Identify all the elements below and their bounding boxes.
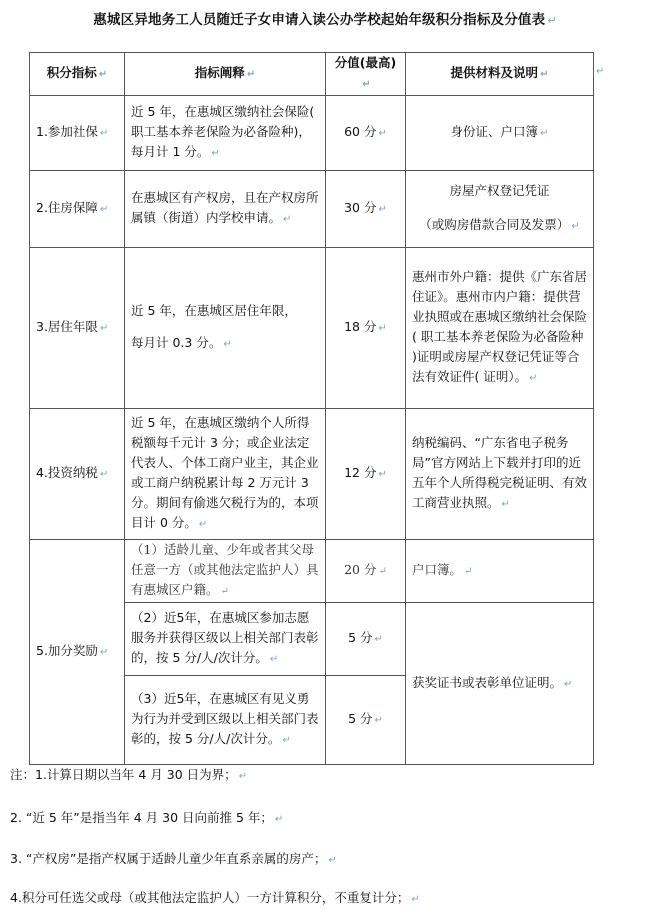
paragraph-mark-icon: ↵ xyxy=(99,323,109,334)
explanation-line: 近 5 年，在惠城区居住年限， xyxy=(131,303,297,318)
table-row xyxy=(30,248,594,409)
materials-cell: 户口簿。 ↵ xyxy=(406,540,594,603)
materials-cell: 获奖证书或表彰单位证明。 ↵ xyxy=(406,603,594,765)
header-cell: 分值(最高)↵ xyxy=(326,53,406,96)
materials-cell: 身份证、户口簿 ↵ xyxy=(406,96,594,171)
note-line: 注：1.计算日期以当年 4 月 30 日为界； ↵ xyxy=(10,767,248,782)
note-line: 2. “近 5 年”是指当年 4 月 30 日向前推 5 年； ↵ xyxy=(10,810,284,825)
materials-line: （或购房借款合同及发票） xyxy=(419,217,570,232)
indicator-cell: 2.住房保障 ↵ xyxy=(30,171,125,248)
paragraph-mark-icon: ↵ xyxy=(374,634,383,645)
header-cell: 指标阐释 ↵ xyxy=(125,53,326,96)
header-cell: 提供材料及说明 ↵ xyxy=(406,53,594,96)
paragraph-mark-icon: ↵ xyxy=(99,469,109,480)
paragraph-mark-icon: ↵ xyxy=(98,69,108,80)
paragraph-mark-icon: ↵ xyxy=(374,715,383,726)
score-cell: 20 分 ↵ xyxy=(326,540,406,603)
materials-cell xyxy=(406,171,594,248)
paragraph-mark-icon: ↵ xyxy=(540,128,549,139)
table-row xyxy=(30,540,594,603)
paragraph-mark-icon: ↵ xyxy=(571,221,580,232)
paragraph-mark-icon: ↵ xyxy=(99,128,109,139)
paragraph-mark-icon: ↵ xyxy=(211,148,220,159)
paragraph-mark-icon: ↵ xyxy=(464,566,473,577)
paragraph-mark-icon: ↵ xyxy=(378,469,387,480)
paragraph-mark-icon: ↵ xyxy=(99,647,109,658)
paragraph-mark-icon: ↵ xyxy=(238,771,248,782)
paragraph-mark-icon: ↵ xyxy=(378,323,387,334)
paragraph-mark-icon: ↵ xyxy=(411,894,420,905)
paragraph-mark-icon: ↵ xyxy=(564,678,573,690)
table-row xyxy=(30,96,594,171)
note-line: 3. “产权房”是指产权属于适龄儿童少年直系亲属的房产； ↵ xyxy=(10,851,337,866)
paragraph-mark-icon: ↵ xyxy=(328,855,337,866)
paragraph-mark-icon: ↵ xyxy=(378,566,387,577)
score-cell: 60 分 ↵ xyxy=(326,96,406,171)
score-cell: 5 分 ↵ xyxy=(326,676,406,765)
table-row xyxy=(30,409,594,540)
paragraph-mark-icon: ↵ xyxy=(378,128,387,139)
score-cell: 30 分 ↵ xyxy=(326,171,406,248)
paragraph-mark-icon: ↵ xyxy=(596,66,605,77)
explanation-cell: （3）近5年，在惠城区有见义勇为行为并受到区级以上相关部门表彰的，按 5 分/人/次计分。 ↵ xyxy=(125,676,326,765)
explanation-cell: 近 5 年，在惠城区缴纳个人所得税额每千元计 3 分；或企业法定代表人、个体工商户业主，其企业或工商户纳税累计每 2 万元计 3 分。期间有偷逃欠税行为的，本项目计 0 分。 ↵ xyxy=(125,409,326,540)
paragraph-mark-icon: ↵ xyxy=(501,499,510,510)
explanation-cell: （2）近5年，在惠城区参加志愿服务并获得区级以上相关部门表彰的，按 5 分/人/次计分。 ↵ xyxy=(125,603,326,676)
paragraph-mark-icon: ↵ xyxy=(362,79,371,90)
materials-line: 房屋产权登记凭证 xyxy=(449,183,550,198)
paragraph-mark-icon: ↵ xyxy=(378,204,387,215)
paragraph-mark-icon: ↵ xyxy=(540,69,549,80)
indicator-cell: 3.居住年限 ↵ xyxy=(30,248,125,409)
score-table xyxy=(29,52,594,765)
title-text: 惠城区异地务工人员随迁子女申请入读公办学校起始年级积分指标及分值表 xyxy=(93,12,546,28)
materials-cell: 惠州市外户籍：提供《广东省居住证》。惠州市内户籍：提供营业执照或在惠城区缴纳社会保险( 职工基本养老保险为必备险种 )证明或房屋产权登记凭证等合法有效证件( 证明）。 ↵ xyxy=(406,248,594,409)
paragraph-mark-icon: ↵ xyxy=(274,814,284,825)
paragraph-mark-icon: ↵ xyxy=(282,735,291,746)
paragraph-mark-icon: ↵ xyxy=(220,586,229,597)
header-cell: 积分指标 ↵ xyxy=(30,53,125,96)
paragraph-mark-icon: ↵ xyxy=(246,69,256,80)
paragraph-mark-icon: ↵ xyxy=(99,204,109,215)
paragraph-mark-icon: ↵ xyxy=(198,519,208,530)
paragraph-mark-icon: ↵ xyxy=(269,654,279,665)
indicator-cell: 5.加分奖励 ↵ xyxy=(30,540,125,765)
paragraph-mark-icon: ↵ xyxy=(529,373,538,384)
materials-cell: 纳税编码、“广东省电子税务局”官方网站上下载并打印的近五年个人所得税完税证明、有效工商营业执照。 ↵ xyxy=(406,409,594,540)
indicator-cell: 1.参加社保 ↵ xyxy=(30,96,125,171)
explanation-cell: 近 5 年，在惠城区缴纳社会保险( 职工基本养老保险为必备险种)，每月计 1 分。 ↵ xyxy=(125,96,326,171)
score-cell: 18 分 ↵ xyxy=(326,248,406,409)
indicator-cell: 4.投资纳税 ↵ xyxy=(30,409,125,540)
explanation-cell xyxy=(125,248,326,409)
explanation-cell: （1）适龄儿童、少年或者其父母任意一方（或其他法定监护人）具有惠城区户籍。 ↵ xyxy=(125,540,326,603)
paragraph-mark-icon: ↵ xyxy=(547,14,557,27)
score-cell: 12 分 ↵ xyxy=(326,409,406,540)
paragraph-mark-icon: ↵ xyxy=(283,214,292,225)
explanation-cell: 在惠城区有产权房，且在产权房所属镇（街道）内学校申请。 ↵ xyxy=(125,171,326,248)
paragraph-mark-icon: ↵ xyxy=(223,339,232,350)
note-line: 4.积分可任选父或母（或其他法定监护人）一方计算积分，不重复计分； ↵ xyxy=(10,890,420,905)
score-cell: 5 分 ↵ xyxy=(326,603,406,676)
explanation-line: 每月计 0.3 分。 xyxy=(131,335,222,350)
page-title xyxy=(0,8,650,28)
table-header-row xyxy=(30,53,594,96)
table-row xyxy=(30,171,594,248)
